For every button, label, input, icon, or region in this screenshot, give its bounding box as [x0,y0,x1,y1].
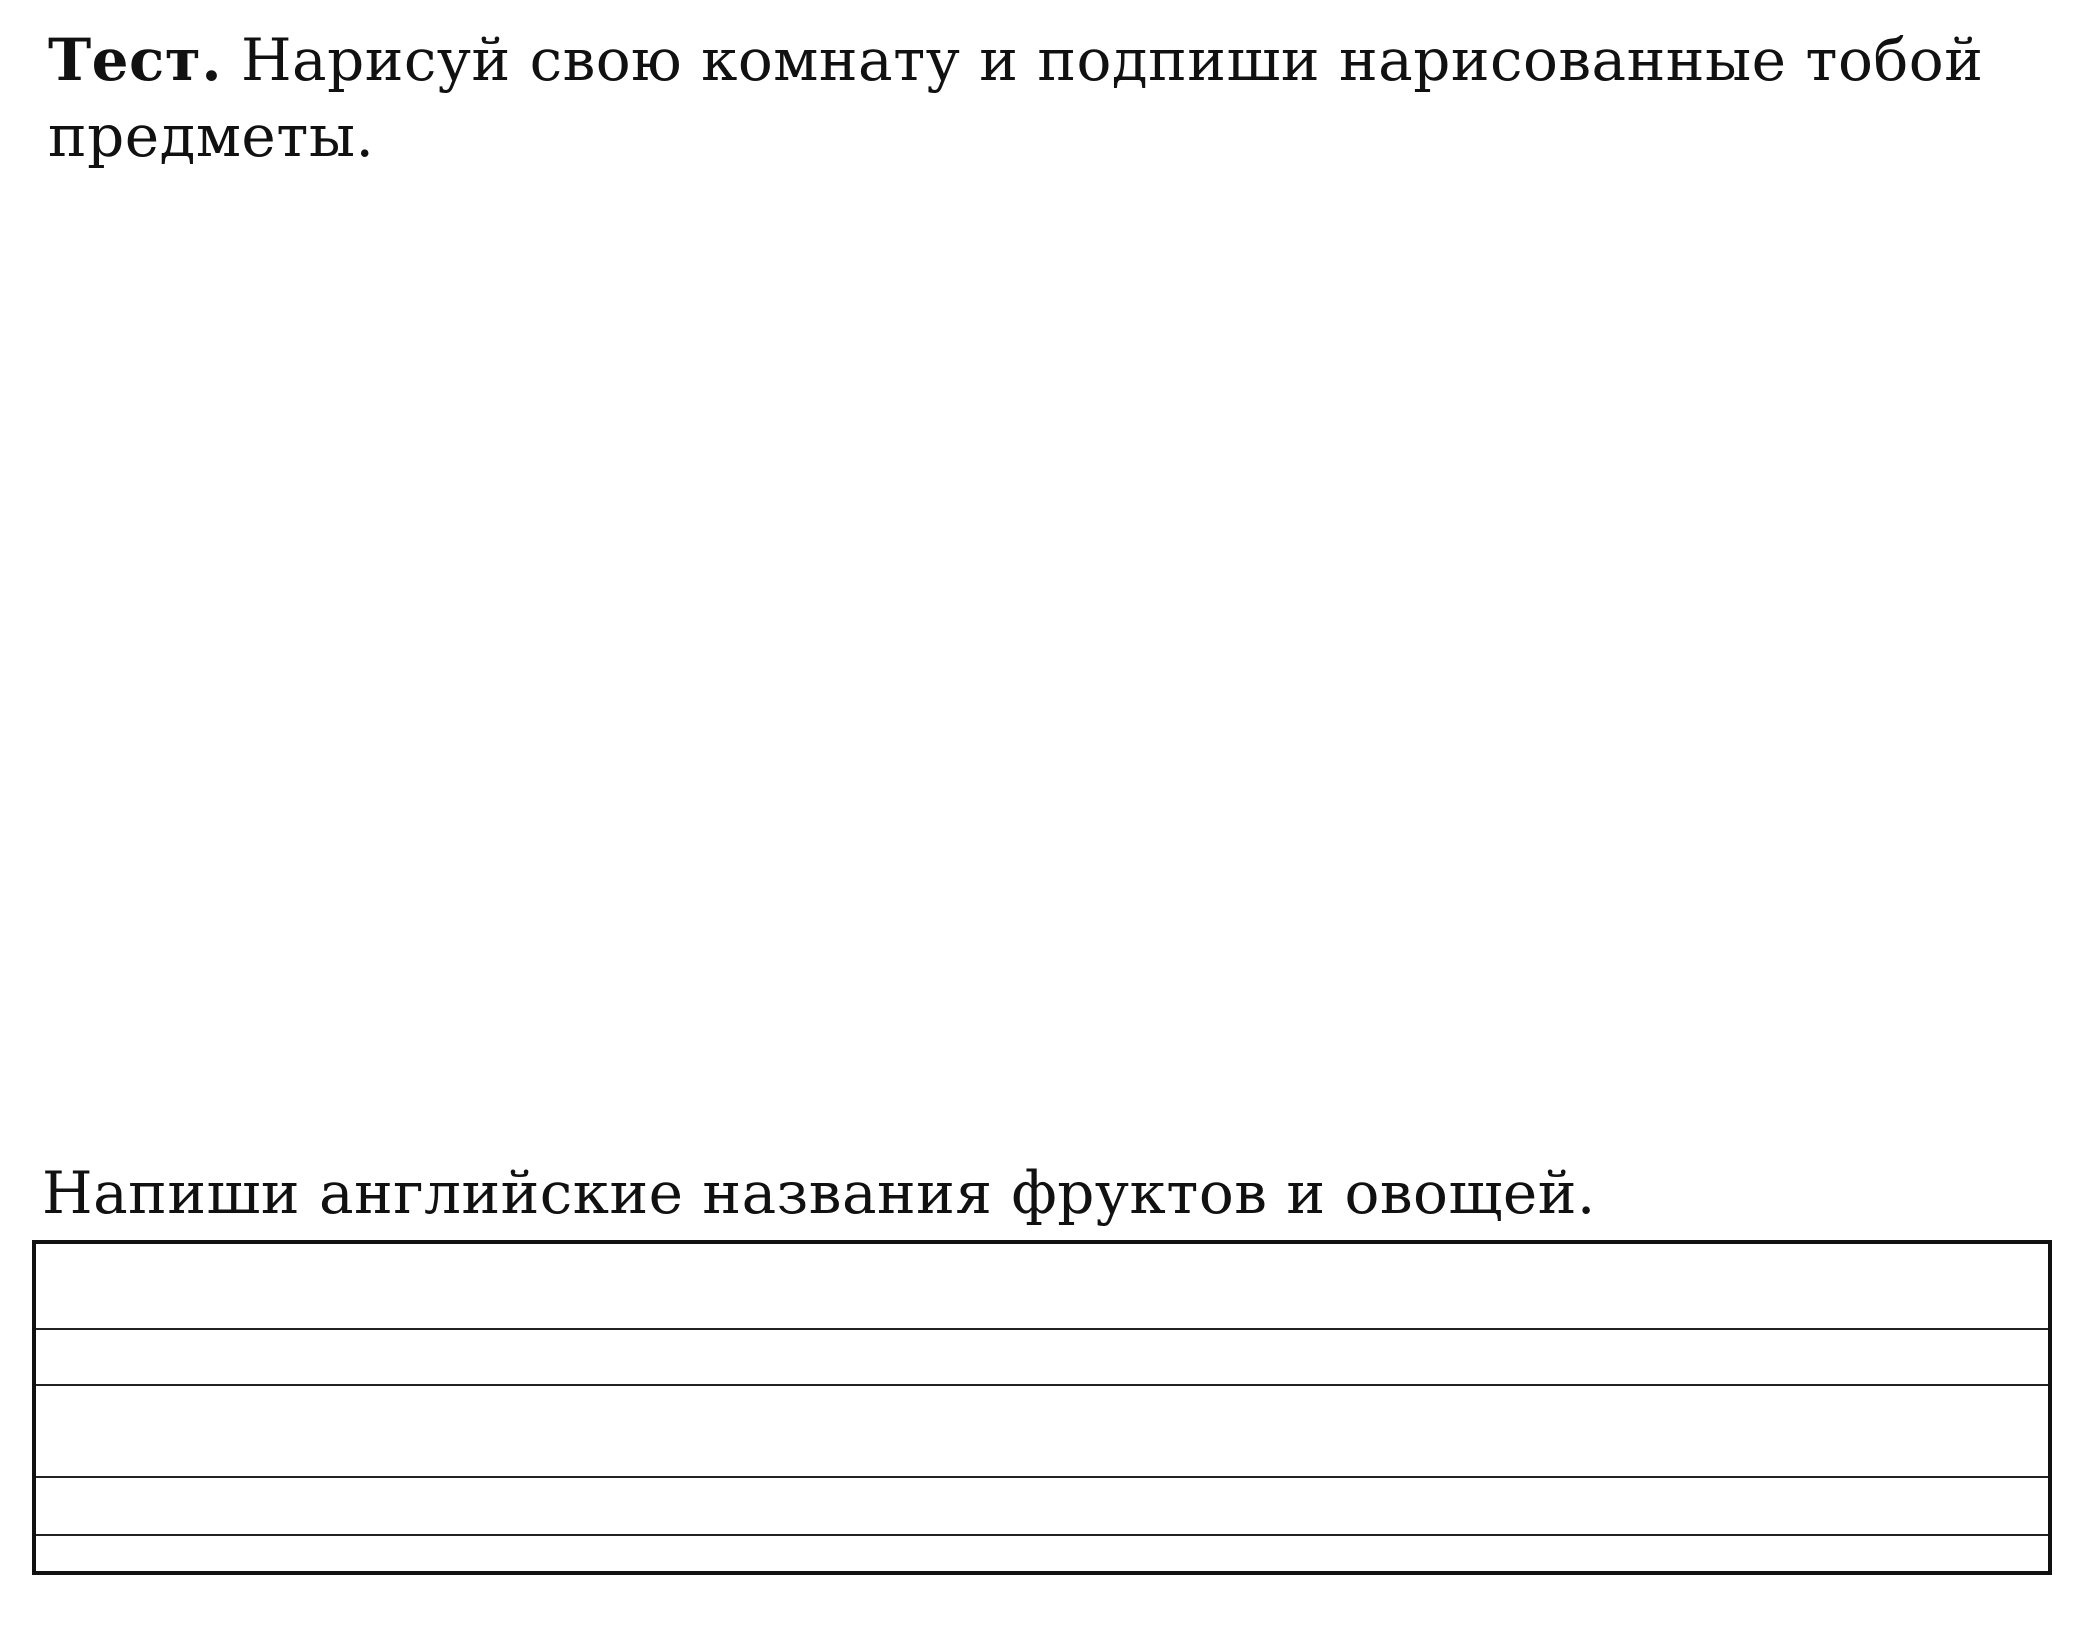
answer-lines-box [32,1240,2052,1575]
answer-line[interactable] [36,1534,2048,1536]
answer-line[interactable] [36,1476,2048,1478]
test-label: Тест. [48,26,223,94]
words-task-instruction: Напиши английские названия фруктов и овощей. [42,1159,1596,1227]
drawing-task-instruction [48,22,2028,174]
room-drawing-area[interactable] [40,190,2030,1120]
answer-line[interactable] [36,1384,2048,1386]
answer-line[interactable] [36,1328,2048,1330]
drawing-task-text: Нарисуй свою комнату и подпиши нарисованные тобой предметы. [48,26,1984,170]
